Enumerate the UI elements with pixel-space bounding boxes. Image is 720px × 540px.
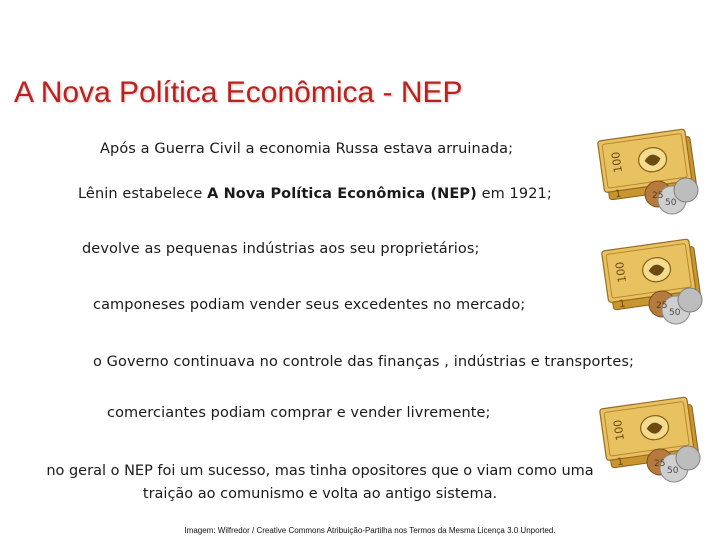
bill-label-1: 1 — [614, 188, 623, 201]
bullet-2 — [78, 186, 552, 202]
bullet-6: comerciantes podiam comprar e vender livremente; — [107, 405, 491, 421]
bullet-2-bold: A Nova Política Econômica (NEP) — [207, 186, 477, 202]
bill-label-100: 100 — [613, 260, 629, 284]
bill-label-100: 100 — [609, 150, 625, 174]
coin-label-25: 25 — [654, 459, 666, 469]
bullet-2-pre: Lênin estabelece — [78, 186, 208, 202]
coin-label-50: 50 — [669, 308, 681, 318]
bullet-3: devolve as pequenas indústrias aos seu proprietários; — [82, 241, 480, 257]
bill-label-1: 1 — [616, 456, 625, 469]
bullet-4: camponeses podiam vender seus excedentes no mercado; — [93, 297, 526, 313]
coin-label-25: 25 — [652, 191, 664, 201]
bullet-7: no geral o NEP foi um sucesso, mas tinha opositores que o viam como uma traição ao comunismo e volta ao antigo sistema. — [46, 463, 594, 502]
image-credit: Imagem: Wilfredor / Creative Commons Atribuição-Partilha nos Termos da Mesma Licença 3.0 Unported. — [184, 526, 556, 535]
slide-title: A Nova Política Econômica - NEP — [14, 76, 463, 109]
bill-label-1: 1 — [618, 298, 627, 311]
money-icon — [600, 230, 710, 330]
money-icon — [598, 388, 708, 488]
bullet-1: Após a Guerra Civil a economia Russa estava arruinada; — [100, 141, 514, 157]
bullet-5: o Governo continuava no controle das finanças , indústrias e transportes; — [93, 354, 634, 370]
money-icon — [596, 120, 706, 220]
bullet-2-post: em 1921; — [476, 186, 552, 202]
bill-label-100: 100 — [611, 418, 627, 442]
coin-label-50: 50 — [667, 466, 679, 476]
coin-label-50: 50 — [665, 198, 677, 208]
coin-label-25: 25 — [656, 301, 668, 311]
